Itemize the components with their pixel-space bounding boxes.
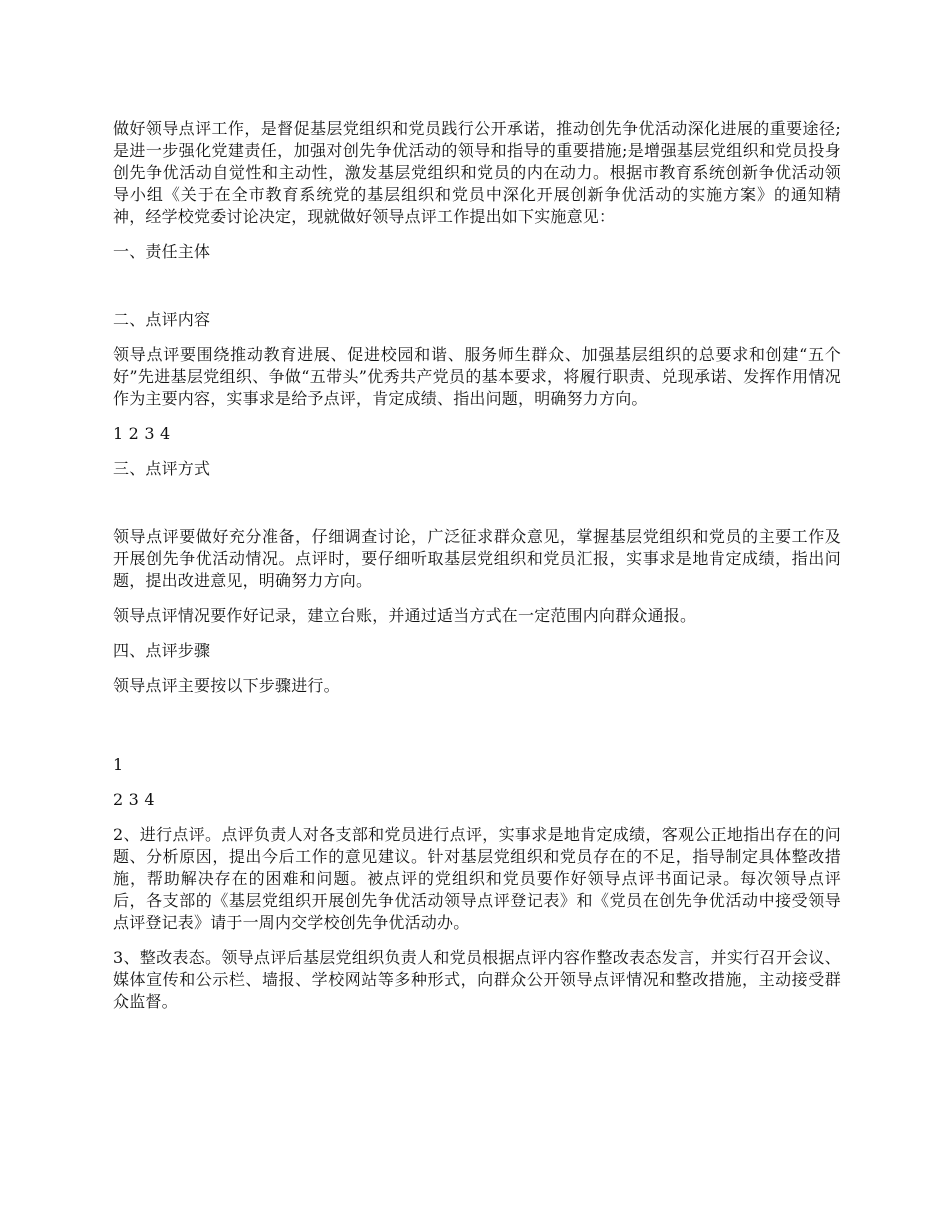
step-numbers-line: 2 3 4 bbox=[113, 790, 155, 809]
section-heading-responsibility: 一、责任主体 bbox=[113, 242, 211, 261]
section-heading-steps: 四、点评步骤 bbox=[113, 641, 211, 660]
section-heading-content: 二、点评内容 bbox=[113, 310, 211, 329]
method-paragraph: 领导点评要做好充分准备，仔细调查讨论，广泛征求群众意见，掌握基层党组织和党员的主要工作及开展创先争优活动情况。点评时，要仔细听取基层党组织和党员汇报，实事求是地肯定成绩，指出问题，提出改进意见，明确努力方向。 bbox=[113, 527, 841, 590]
intro-paragraph: 做好领导点评工作，是督促基层党组织和党员践行公开承诺，推动创先争优活动深化进展的重要途径;是进一步强化党建责任，加强对创先争优活动的领导和指导的重要措施;是增强基层党组织和党员投身创先争优活动自觉性和主动性，激发基层党组织和党员的内在动力。根据市教育系统创新争优活动领导小组《关于在全市教育系统党的基层组织和党员中深化开展创新争优活动的实施方案》的通知精神，经学校党委讨论决定，现就做好领导点评工作提出如下实施意见： bbox=[113, 119, 841, 226]
step-number-line: 1 bbox=[113, 755, 124, 774]
step-3-paragraph: 3、整改表态。领导点评后基层党组织负责人和党员根据点评内容作整改表态发言，并实行召开会议、媒体宣传和公示栏、墙报、学校网站等多种形式，向群众公开领导点评情况和整改措施，主动接受群众监督。 bbox=[113, 948, 841, 1011]
content-paragraph: 领导点评要围绕推动教育进展、促进校园和谐、服务师生群众、加强基层组织的总要求和创建“五个好”先进基层党组织、争做“五带头”优秀共产党员的基本要求，将履行职责、兑现承诺、发挥作用情况作为主要内容，实事求是给予点评，肯定成绩、指出问题，明确努力方向。 bbox=[113, 345, 841, 408]
number-list-line: 1 2 3 4 bbox=[113, 424, 171, 443]
step-2-paragraph: 2、进行点评。点评负责人对各支部和党员进行点评，实事求是地肯定成绩，客观公正地指出存在的问题、分析原因，提出今后工作的意见建议。针对基层党组织和党员存在的不足，指导制定具体整改措施，帮助解决存在的困难和问题。被点评的党组织和党员要作好领导点评书面记录。每次领导点评后，各支部的《基层党组织开展创先争优活动领导点评登记表》和《党员在创先争优活动中接受领导点评登记表》请于一周内交学校创先争优活动办。 bbox=[113, 825, 841, 932]
document-page bbox=[113, 118, 841, 1013]
steps-intro-paragraph: 领导点评主要按以下步骤进行。 bbox=[113, 676, 340, 695]
record-paragraph: 领导点评情况要作好记录，建立台账，并通过适当方式在一定范围内向群众通报。 bbox=[113, 606, 697, 625]
section-heading-method: 三、点评方式 bbox=[113, 459, 211, 478]
